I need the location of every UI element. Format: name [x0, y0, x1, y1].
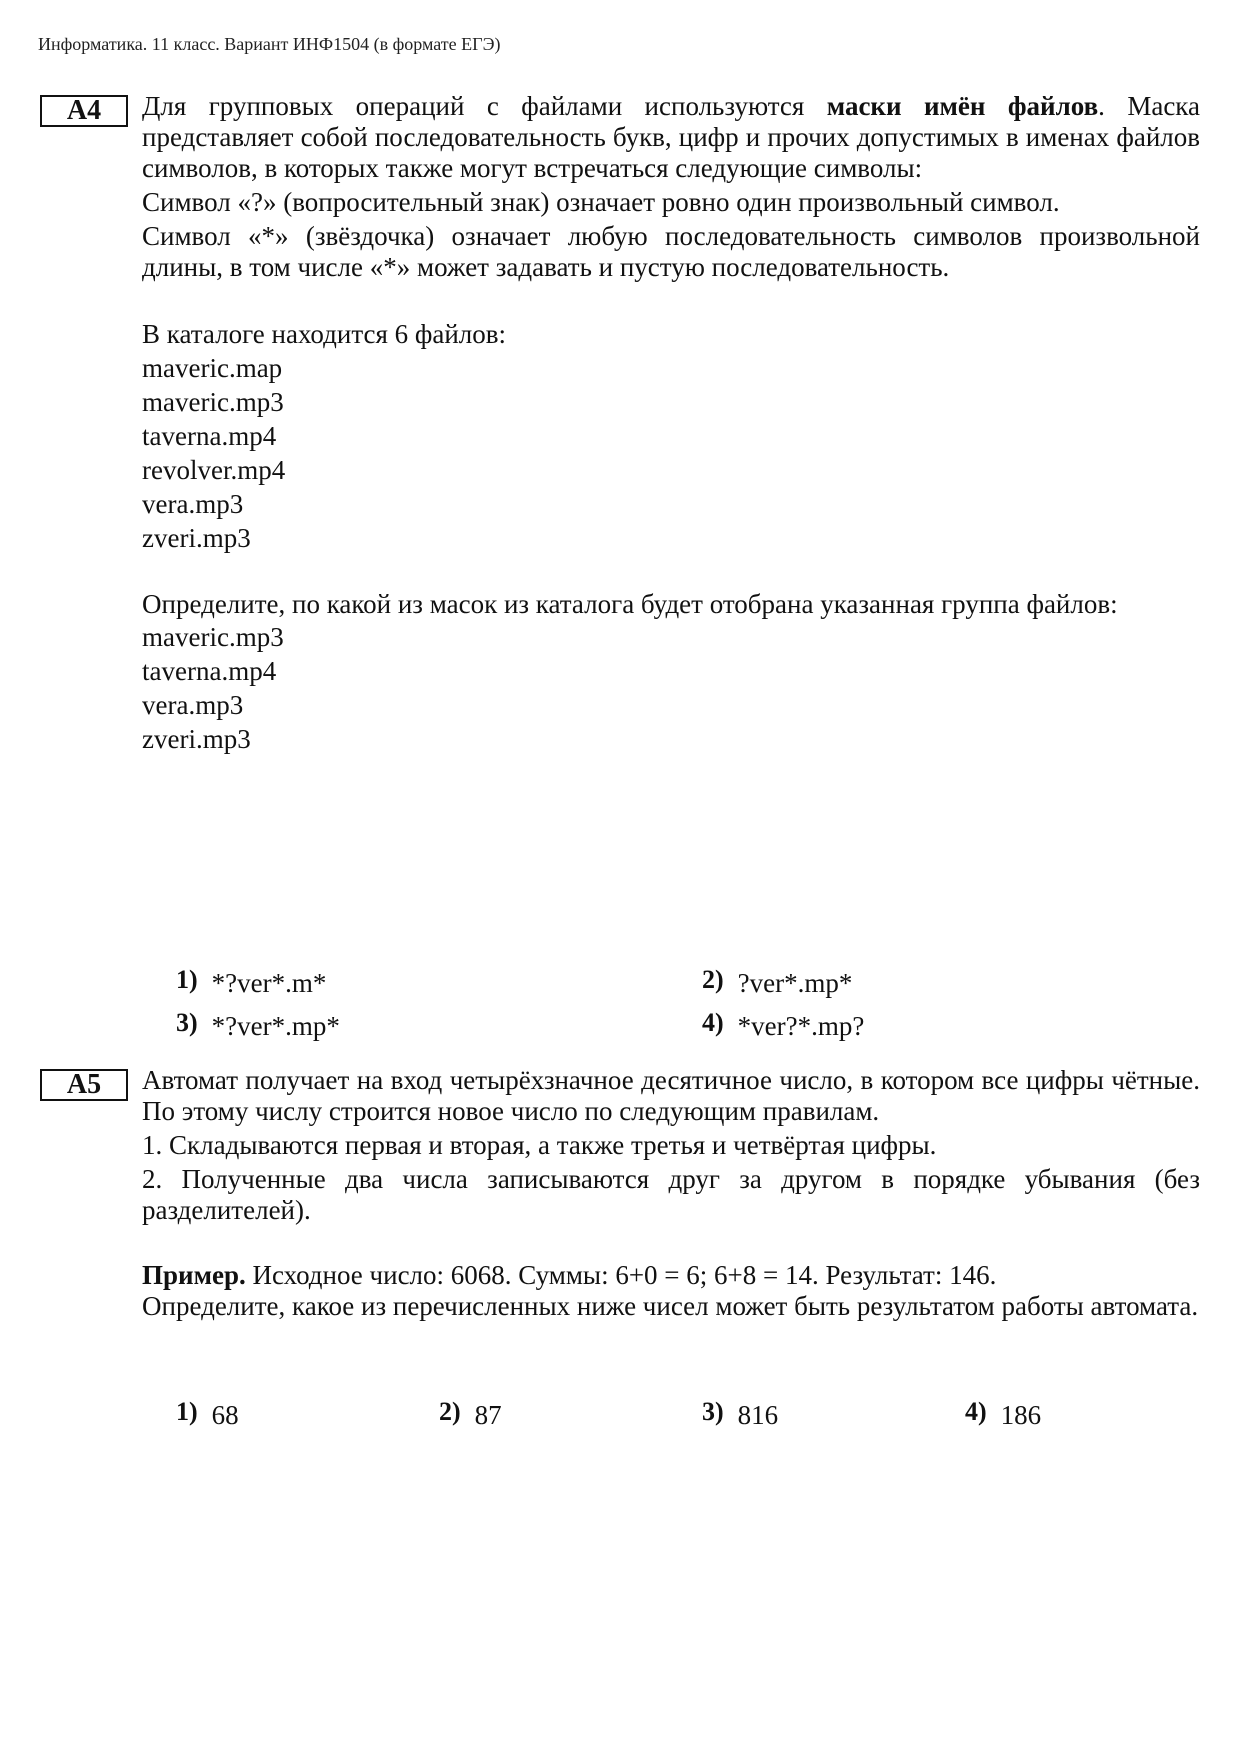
question-text: Определите, какое из перечисленных ниже чисел может быть результатом работы автомата. [142, 1291, 1199, 1321]
rule-1: 1. Складываются первая и вторая, а также третья и четвёртая цифры. [142, 1130, 937, 1160]
example-label: Пример. [142, 1260, 246, 1290]
answer-option-3[interactable] [702, 1397, 779, 1431]
answer-text: *ver?*.mp? [737, 1011, 865, 1041]
example-paragraph [142, 1260, 1200, 1291]
answer-option-2[interactable] [702, 965, 853, 999]
intro-text: Для групповых операций с файлами используются [142, 91, 827, 121]
answer-number: 1) [176, 1397, 198, 1426]
answer-number: 3) [176, 1008, 198, 1037]
answer-option-4[interactable] [965, 1397, 1042, 1431]
intro-text-end: . Маска представляет собой последовательность букв, цифр и прочих допустимых в именах файлов символов, в которых также могут встречаться следующие символы: [142, 91, 1200, 183]
answer-option-4[interactable] [702, 1008, 865, 1042]
selected-file: maveric.mp3 [142, 622, 284, 652]
answer-number: 4) [965, 1397, 987, 1426]
file-item: revolver.mp4 [142, 455, 286, 485]
answer-option-1[interactable] [176, 1397, 239, 1431]
example-text: Исходное число: 6068. Суммы: 6+0 = 6; 6+8 = 14. Результат: 146. [245, 1260, 997, 1290]
file-item: maveric.mp3 [142, 387, 284, 417]
intro-paragraph [142, 91, 1200, 184]
answer-number: 1) [176, 965, 198, 994]
answer-number: 4) [702, 1008, 724, 1037]
answer-text: 186 [1000, 1400, 1042, 1430]
term-bold: маски имён файлов [826, 91, 1099, 121]
selected-file: vera.mp3 [142, 690, 244, 720]
answer-number: 2) [702, 965, 724, 994]
task-body [142, 1065, 1200, 1322]
selected-file: zveri.mp3 [142, 724, 251, 754]
star-rule: Символ «*» (звёздочка) означает любую последовательность символов произвольной длины, в том числе «*» может задавать и пустую последовательность. [142, 221, 1200, 282]
answer-option-3[interactable] [176, 1008, 340, 1042]
intro-paragraph: Автомат получает на вход четырёхзначное десятичное число, в котором все цифры чётные. По этому числу строится новое число по следующим правилам. [142, 1065, 1200, 1126]
answer-text: 87 [474, 1400, 502, 1430]
question-mark-rule: Символ «?» (вопросительный знак) означает ровно один произвольный символ. [142, 187, 1060, 217]
answer-option-1[interactable] [176, 965, 327, 999]
answer-number: 3) [702, 1397, 724, 1426]
answer-text: ?ver*.mp* [737, 968, 853, 998]
answer-text: *?ver*.mp* [211, 1011, 340, 1041]
task-label: А5 [40, 1069, 128, 1101]
answer-option-2[interactable] [439, 1397, 502, 1431]
answer-text: 68 [211, 1400, 239, 1430]
task-body [142, 91, 1200, 756]
file-item: vera.mp3 [142, 489, 244, 519]
page-header: Информатика. 11 класс. Вариант ИНФ1504 (в формате ЕГЭ) [38, 34, 501, 54]
file-item: maveric.map [142, 353, 283, 383]
selected-file: taverna.mp4 [142, 656, 277, 686]
answer-number: 2) [439, 1397, 461, 1426]
file-item: zveri.mp3 [142, 523, 251, 553]
file-item: taverna.mp4 [142, 421, 277, 451]
catalog-intro: В каталоге находится 6 файлов: [142, 319, 507, 349]
answer-text: *?ver*.m* [211, 968, 327, 998]
question-text: Определите, по какой из масок из каталога будет отобрана указанная группа файлов: [142, 589, 1118, 619]
task-label: А4 [40, 95, 128, 127]
answer-text: 816 [737, 1400, 779, 1430]
rule-2: 2. Полученные два числа записываются друг за другом в порядке убывания (без разделителей). [142, 1164, 1200, 1225]
